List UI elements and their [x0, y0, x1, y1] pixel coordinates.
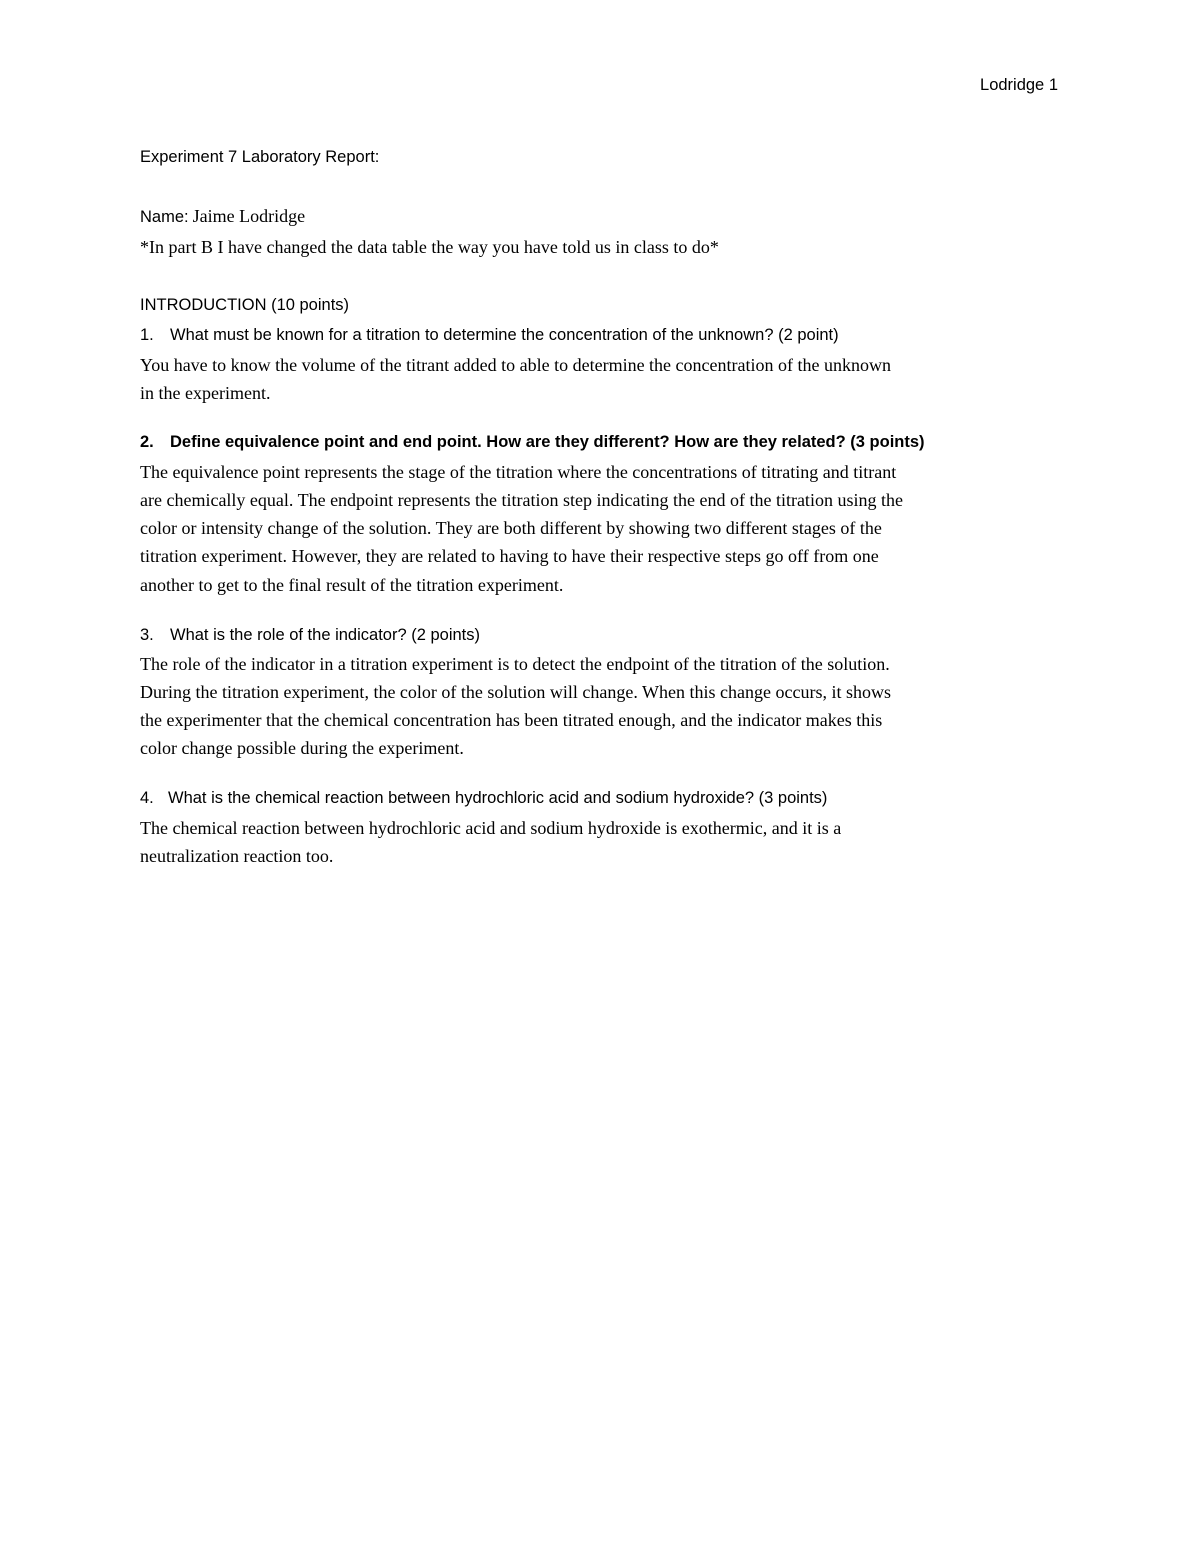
- answer-line: The chemical reaction between hydrochloric acid and sodium hydroxide is exothermic, and it is a: [140, 818, 842, 838]
- name-line: [140, 206, 305, 228]
- answer-line: the experimenter that the chemical concentration has been titrated enough, and the indicator makes this: [140, 710, 883, 730]
- question-2: [140, 432, 925, 452]
- question-1: [140, 325, 839, 345]
- question-number: 1.: [140, 326, 154, 344]
- question-number: 3.: [140, 626, 154, 644]
- student-name: Jaime Lodridge: [192, 206, 306, 226]
- name-label: Name:: [140, 208, 189, 226]
- answer-line: The role of the indicator in a titration experiment is to detect the endpoint of the titration of the solution.: [140, 654, 890, 674]
- question-text: What is the role of the indicator? (2 points): [170, 626, 480, 644]
- answer-line: color change possible during the experiment.: [140, 738, 464, 758]
- report-title: Experiment 7 Laboratory Report:: [140, 148, 380, 166]
- running-header: Lodridge 1: [980, 76, 1058, 94]
- answer-line: in the experiment.: [140, 383, 271, 403]
- answer-line: During the titration experiment, the color of the solution will change. When this change occurs, it shows: [140, 682, 891, 702]
- question-text: What must be known for a titration to determine the concentration of the unknown? (2 point): [170, 326, 839, 344]
- answer-line: another to get to the final result of the titration experiment.: [140, 575, 564, 595]
- question-number: 2.: [140, 433, 154, 451]
- question-3: [140, 625, 480, 645]
- note: *In part B I have changed the data table the way you have told us in class to do*: [140, 237, 719, 257]
- question-text: Define equivalence point and end point. How are they different? How are they related? (3 points): [170, 433, 925, 451]
- answer-line: You have to know the volume of the titrant added to able to determine the concentration of the unknown: [140, 355, 891, 375]
- answer-line: are chemically equal. The endpoint represents the titration step indicating the end of the titration using the: [140, 490, 903, 510]
- answer-line: titration experiment. However, they are related to having to have their respective steps go off from one: [140, 546, 879, 566]
- section-heading: INTRODUCTION (10 points): [140, 296, 350, 314]
- answer-line: color or intensity change of the solution. They are both different by showing two different stages of the: [140, 518, 882, 538]
- question-number: 4.: [140, 789, 154, 807]
- question-4: [140, 788, 827, 808]
- answer-line: The equivalence point represents the stage of the titration where the concentrations of titrating and titrant: [140, 462, 897, 482]
- question-text: What is the chemical reaction between hydrochloric acid and sodium hydroxide? (3 points): [168, 789, 828, 807]
- answer-line: neutralization reaction too.: [140, 846, 334, 866]
